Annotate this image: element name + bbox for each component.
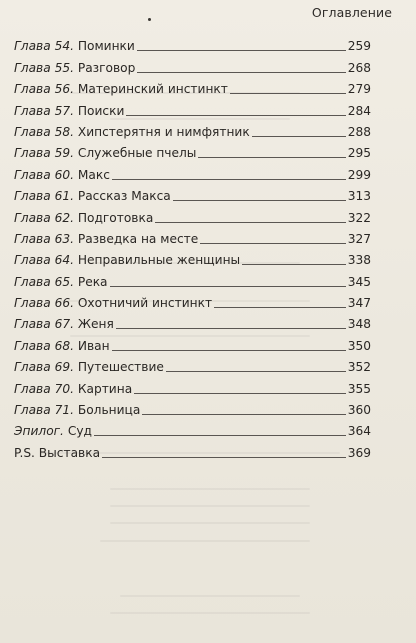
chapter-number: Глава 55.: [14, 60, 74, 75]
chapter-number: Глава 60.: [14, 167, 74, 182]
chapter-title: Разведка на месте: [77, 231, 199, 246]
bleed-through-line: [110, 488, 310, 490]
page-number: 360: [347, 403, 371, 418]
toc-entry[interactable]: [14, 291, 371, 312]
chapter-number: Эпилог.: [14, 424, 64, 439]
chapter-title: Охотничий инстинкт: [77, 296, 213, 311]
toc-entry-label: [14, 61, 135, 77]
chapter-title: Неправильные женщины: [77, 253, 241, 268]
print-speck: [148, 18, 151, 21]
leader-line: [116, 328, 346, 329]
toc-entry[interactable]: [14, 141, 371, 162]
toc-entry[interactable]: [14, 440, 371, 461]
running-header: Оглавление: [311, 5, 392, 20]
leader-line: [252, 136, 346, 137]
page-number: 299: [347, 167, 371, 182]
page-number: 348: [347, 317, 371, 332]
toc-entry-label: [14, 339, 110, 355]
toc-entry-label: [14, 382, 132, 398]
toc-entry[interactable]: [14, 120, 371, 141]
chapter-number: Глава 59.: [14, 146, 74, 161]
toc-entry-label: [14, 424, 92, 440]
chapter-number: Глава 62.: [14, 210, 74, 225]
leader-line: [137, 50, 346, 51]
toc-entry-label: [14, 446, 100, 462]
chapter-title: Рассказ Макса: [77, 189, 171, 204]
toc-entry-label: [14, 317, 114, 333]
leader-line: [112, 350, 346, 351]
chapter-number: Глава 68.: [14, 338, 74, 353]
toc-entry[interactable]: [14, 184, 371, 205]
bleed-through-line: [120, 595, 300, 597]
chapter-title: Суд: [67, 424, 92, 439]
chapter-title: Поиски: [77, 103, 125, 118]
toc-entry-label: [14, 125, 250, 141]
chapter-title: Макс: [77, 167, 110, 182]
leader-line: [242, 264, 346, 265]
chapter-title: Материнский инстинкт: [77, 82, 228, 97]
chapter-title: Служебные пчелы: [77, 146, 197, 161]
bleed-through-line: [110, 522, 310, 524]
chapter-title: Разговор: [77, 60, 136, 75]
leader-line: [134, 393, 346, 394]
bleed-through-line: [100, 540, 310, 542]
toc-entry[interactable]: [14, 269, 371, 290]
toc-entry[interactable]: [14, 419, 371, 440]
chapter-title: P.S. Выставка: [14, 445, 101, 460]
toc-entry[interactable]: [14, 312, 371, 333]
chapter-title: Поминки: [77, 39, 135, 54]
chapter-number: Глава 67.: [14, 317, 74, 332]
toc-entry-label: [14, 360, 164, 376]
toc-entry[interactable]: [14, 98, 371, 119]
bleed-through-line: [110, 505, 310, 507]
chapter-title: Река: [77, 274, 108, 289]
toc-entry-label: [14, 211, 153, 227]
chapter-number: Глава 70.: [14, 381, 74, 396]
page-number: 364: [347, 424, 371, 439]
chapter-number: Глава 65.: [14, 274, 74, 289]
leader-line: [102, 457, 346, 458]
chapter-number: Глава 61.: [14, 189, 74, 204]
page-number: 345: [347, 274, 371, 289]
toc-entry-label: [14, 232, 198, 248]
chapter-number: Глава 64.: [14, 253, 74, 268]
page-number: 352: [347, 360, 371, 375]
toc-entry[interactable]: [14, 162, 371, 183]
page-number: 347: [347, 296, 371, 311]
leader-line: [230, 93, 346, 94]
chapter-number: Глава 63.: [14, 231, 74, 246]
table-of-contents: [14, 34, 371, 462]
chapter-title: Хипстерятня и нимфятник: [77, 124, 250, 139]
toc-entry-label: [14, 296, 212, 312]
leader-line: [198, 157, 345, 158]
toc-entry[interactable]: [14, 248, 371, 269]
chapter-number: Глава 71.: [14, 403, 74, 418]
toc-entry[interactable]: [14, 227, 371, 248]
leader-line: [200, 243, 345, 244]
toc-entry[interactable]: [14, 376, 371, 397]
page-number: 338: [347, 253, 371, 268]
toc-entry-label: [14, 82, 228, 98]
chapter-title: Картина: [77, 381, 133, 396]
leader-line: [110, 286, 346, 287]
page-number: 295: [347, 146, 371, 161]
page-number: 355: [347, 381, 371, 396]
chapter-number: Глава 66.: [14, 296, 74, 311]
toc-entry[interactable]: [14, 398, 371, 419]
chapter-number: Глава 58.: [14, 124, 74, 139]
page-number: 259: [347, 39, 371, 54]
toc-entry[interactable]: [14, 34, 371, 55]
leader-line: [112, 179, 346, 180]
page-number: 369: [347, 445, 371, 460]
leader-line: [214, 307, 346, 308]
toc-entry-label: [14, 39, 135, 55]
toc-entry[interactable]: [14, 205, 371, 226]
toc-entry-label: [14, 104, 124, 120]
page-number: 284: [347, 103, 371, 118]
bleed-through-line: [110, 612, 310, 614]
leader-line: [94, 435, 346, 436]
page-number: 327: [347, 231, 371, 246]
toc-entry-label: [14, 253, 240, 269]
toc-entry-label: [14, 403, 140, 419]
page-number: 322: [347, 210, 371, 225]
chapter-title: Женя: [77, 317, 114, 332]
leader-line: [137, 72, 345, 73]
chapter-number: Глава 57.: [14, 103, 74, 118]
leader-line: [173, 200, 346, 201]
toc-entry-label: [14, 146, 196, 162]
page-number: 279: [347, 82, 371, 97]
page-number: 268: [347, 60, 371, 75]
page-number: 313: [347, 189, 371, 204]
toc-entry[interactable]: [14, 55, 371, 76]
chapter-number: Глава 56.: [14, 82, 74, 97]
toc-entry-label: [14, 189, 171, 205]
page-number: 350: [347, 338, 371, 353]
page-number: 288: [347, 124, 371, 139]
chapter-title: Подготовка: [77, 210, 154, 225]
leader-line: [126, 115, 345, 116]
toc-entry-label: [14, 275, 108, 291]
chapter-number: Глава 54.: [14, 39, 74, 54]
leader-line: [155, 222, 345, 223]
chapter-title: Путешествие: [77, 360, 164, 375]
toc-entry-label: [14, 168, 110, 184]
toc-entry[interactable]: [14, 355, 371, 376]
toc-entry[interactable]: [14, 77, 371, 98]
toc-entry[interactable]: [14, 333, 371, 354]
leader-line: [142, 414, 345, 415]
chapter-number: Глава 69.: [14, 360, 74, 375]
leader-line: [166, 371, 346, 372]
chapter-title: Больница: [77, 403, 141, 418]
chapter-title: Иван: [77, 338, 110, 353]
